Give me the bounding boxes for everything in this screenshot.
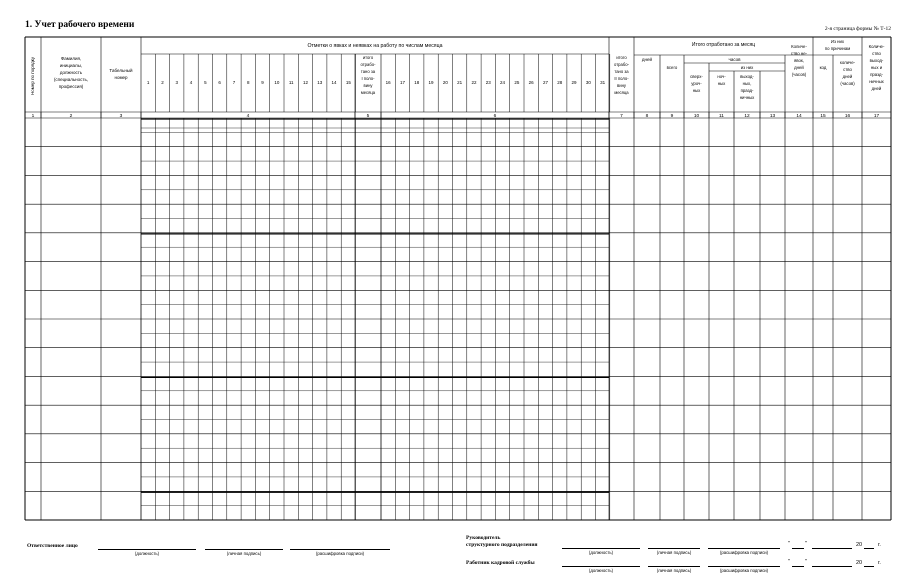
weekend-count-header: ных и [870,65,883,70]
hr-label: Работник кадровой службы [466,560,535,566]
day-number: 8 [246,80,250,85]
hr-decoding-caption: (расшифровка подписи) [719,568,769,573]
responsible-signature-caption: (личная подпись) [226,551,262,556]
half2-header: тано за [614,69,629,74]
day-number: 18 [414,80,420,85]
hr-signature-caption: (личная подпись) [656,568,692,573]
column-number: 6 [493,114,497,119]
day-number: 5 [204,80,207,85]
reasons-header: Из них [830,39,845,44]
absent-count-header: Количе- [791,44,807,49]
day-number: 4 [189,80,193,85]
weekend-header: выход- [740,74,754,79]
hours-header: часов [728,57,741,62]
absent-count-header: (часов) [791,72,807,77]
column-number: 11 [719,114,724,119]
day-number: 26 [528,80,534,85]
total-header: всего [666,65,678,70]
head-decoding-line[interactable] [708,548,780,549]
day-number: 9 [261,80,264,85]
days-header: дней [641,57,653,62]
column-number: 15 [820,114,826,119]
half1-header: отрабо- [360,62,376,67]
qty-days-header: количе- [839,60,856,65]
day-number: 2 [161,80,164,85]
head-date-year-prefix: 20 [856,542,863,548]
col3-header: Табельный [109,68,133,73]
day-number: 30 [585,80,591,85]
hr-date-close-quote: " [805,559,807,565]
head-position-line[interactable] [562,548,640,549]
responsible-decoding-line[interactable] [290,549,390,550]
marks-header: Отметки о явках и неявках на работу по числам месяца [307,43,443,49]
day-number: 16 [385,80,391,85]
hr-date-open-quote: " [788,559,790,565]
half2-header: итого [616,55,627,60]
head-date-close-quote: " [805,541,807,547]
head-label-line2: структурного подразделения [466,542,538,548]
half2-header: вину [617,83,626,88]
day-number: 21 [457,80,463,85]
head-date-year-line[interactable] [864,548,874,549]
head-signature-line[interactable] [648,548,700,549]
day-number: 28 [557,80,563,85]
hr-date-day-line[interactable] [792,566,804,567]
responsible-position-line[interactable] [98,549,196,550]
hr-position-caption: (должность) [588,568,614,573]
day-number: 10 [274,80,280,85]
head-signature-caption: (личная подпись) [656,550,692,555]
day-number: 1 [146,80,150,85]
day-number: 15 [345,80,351,85]
column-number: 4 [246,114,250,119]
half1-header: месяца [360,90,376,95]
weekend-count-header: выход- [869,58,884,63]
day-number: 12 [302,80,308,85]
col2-header: (специальность, [53,77,89,82]
col3-header: номер [114,75,128,80]
overtime-header: ных [692,88,701,93]
col2-header: профессия) [58,84,84,89]
day-number: 31 [600,80,606,85]
head-label-line1: Руководитель [466,535,501,541]
responsible-label: Ответственное лицо [27,543,78,549]
column-number: 14 [796,114,802,119]
hr-date-year-line[interactable] [864,566,874,567]
col1-header: Номер по порядку [30,56,35,96]
day-number: 24 [500,80,506,85]
reasons-header: по причинам [824,46,851,51]
absent-count-header: явок, [793,58,805,63]
day-number: 29 [571,80,577,85]
head-position-caption: (должность) [588,550,614,555]
head-date-day-line[interactable] [792,548,804,549]
responsible-signature-line[interactable] [205,549,283,550]
day-number: 25 [514,80,520,85]
column-number: 1 [31,114,35,119]
column-number: 3 [119,114,123,119]
weekend-header: ных, [742,81,752,86]
hr-signature-line[interactable] [648,566,700,567]
night-header: ноч- [717,74,726,79]
hr-date-year-suffix: г. [878,560,881,566]
weekend-count-header: дней [871,86,882,91]
column-number: 16 [844,114,851,119]
qty-days-header: дней [842,74,853,79]
of-them-header: из них [740,65,754,70]
weekend-count-header: Количе- [868,44,885,49]
hr-date-month-line[interactable] [812,566,852,567]
column-number: 17 [873,114,880,119]
responsible-decoding-caption: (расшифровка подписи) [315,551,365,556]
head-decoding-caption: (расшифровка подписи) [719,550,769,555]
day-number: 14 [331,80,337,85]
day-number: 23 [485,80,491,85]
overtime-header: сверх- [690,74,703,79]
weekend-count-header: ство [872,51,881,56]
head-date-open-quote: " [788,541,790,547]
day-number: 19 [428,80,434,85]
weekend-header: ничных [739,95,755,100]
day-number: 11 [288,80,294,85]
qty-days-header: (часов) [840,81,855,86]
absent-count-header: дней [794,65,804,70]
hr-decoding-line[interactable] [708,566,780,567]
half1-header: вину [363,83,373,88]
column-number: 2 [69,114,73,119]
day-number: 13 [317,80,323,85]
weekend-header: празд- [740,88,754,93]
column-number: 12 [744,114,750,119]
half1-header: тано за [360,69,376,74]
responsible-position-caption: (должность) [134,551,160,556]
day-number: 17 [399,80,405,85]
day-number: 7 [232,80,236,85]
absent-count-header: ство не- [790,51,808,56]
head-date-year-suffix: г. [878,542,881,548]
weekend-count-header: празд- [870,72,883,77]
col2-header: должность [59,70,83,75]
col2-header: Фамилия, [60,56,82,61]
weekend-count-header: ничных [869,79,884,84]
column-number: 5 [366,114,370,119]
head-date-month-line[interactable] [812,548,852,549]
column-number: 7 [620,114,623,119]
half2-header: месяца [614,90,629,95]
col2-header: инициалы, [59,63,83,68]
half1-header: I поло- [361,76,375,81]
half2-header: II поло- [614,76,629,81]
day-number: 27 [542,80,548,85]
night-header: ных [717,81,726,86]
column-number: 9 [670,114,674,119]
day-number: 20 [442,80,448,85]
column-number: 8 [645,114,649,119]
day-number: 6 [218,80,221,85]
section-title: 1. Учет рабочего времени [25,20,135,30]
column-number: 13 [769,114,776,119]
half1-header: итого [362,55,374,60]
worked-month-header: Итого отработано за месяц [691,42,756,48]
code-header: код [819,65,827,70]
hr-position-line[interactable] [562,566,640,567]
day-number: 3 [175,80,179,85]
hr-date-year-prefix: 20 [856,560,863,566]
day-number: 22 [471,80,477,85]
column-number: 10 [693,114,700,119]
qty-days-header: ство [843,67,852,72]
half2-header: отрабо- [614,62,629,67]
overtime-header: уроч- [691,81,702,86]
form-reference: 2-я страница формы № Т-12 [824,26,891,32]
